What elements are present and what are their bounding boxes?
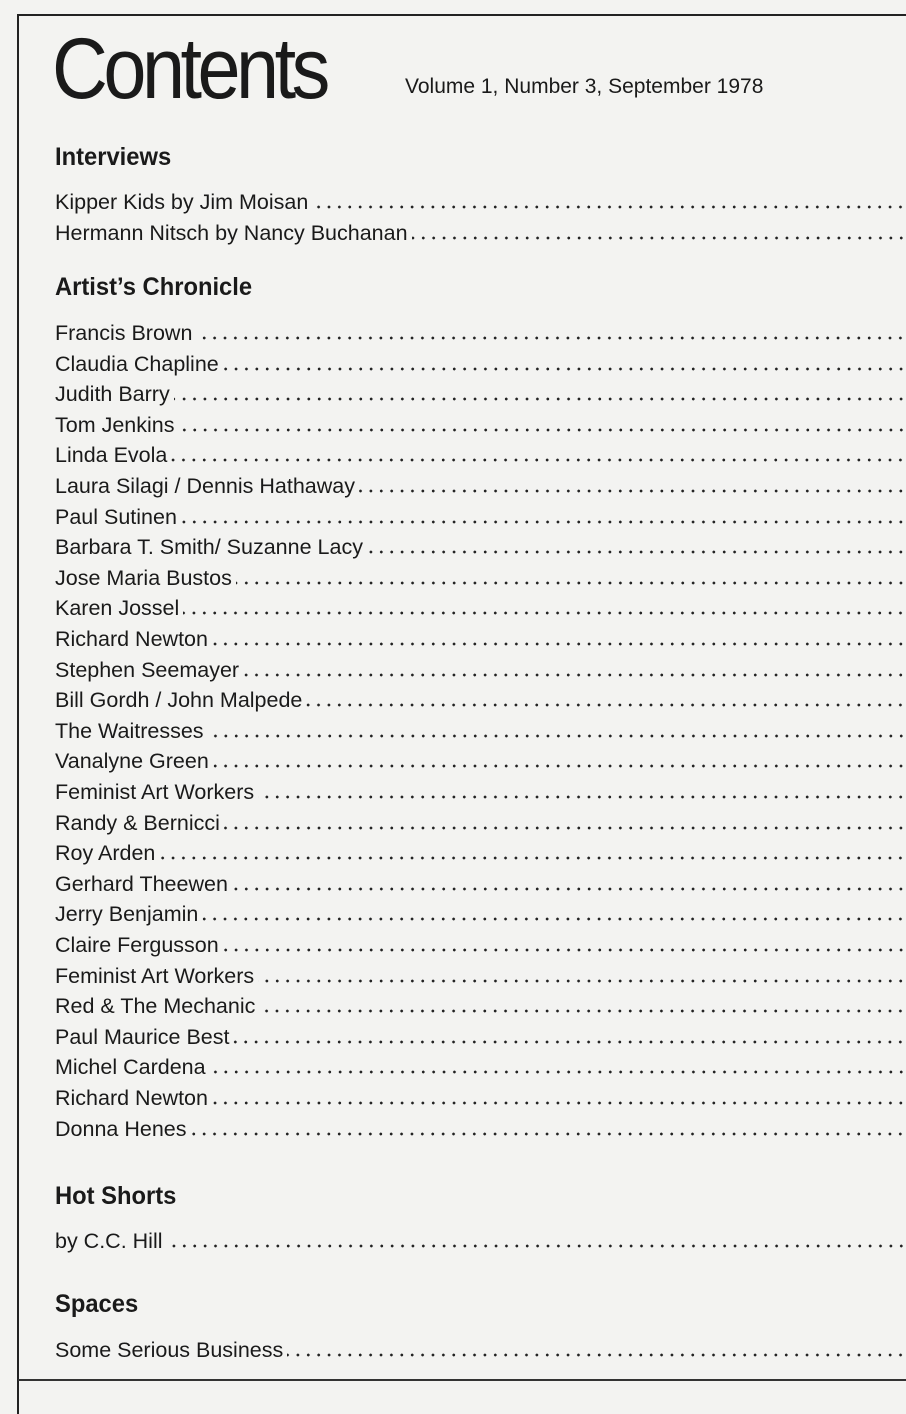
toc-entry: [55, 683, 906, 713]
dot-leader: [181, 519, 906, 525]
toc-entry-title: Paul Maurice Best: [55, 1024, 233, 1050]
toc-entry-title: Francis Brown: [55, 320, 196, 346]
toc-entry-title: by C.C. Hill: [55, 1228, 167, 1254]
dot-leader: [174, 396, 906, 402]
toc-entry-title: Red & The Mechanic: [55, 993, 259, 1019]
section-heading: Artist’s Chronicle: [55, 272, 252, 302]
toc-entry-title: Michel Cardena: [55, 1054, 210, 1080]
toc-entry: [55, 561, 906, 591]
toc-entry: [55, 185, 906, 215]
dot-leader: [171, 457, 906, 463]
dot-leader: [223, 366, 906, 372]
toc-entry: [55, 591, 906, 621]
dot-leader: [213, 763, 906, 769]
toc-entry: [55, 377, 906, 407]
toc-entry-title: Richard Newton: [55, 626, 212, 652]
section-heading: Hot Shorts: [55, 1181, 176, 1211]
toc-entry: [55, 500, 906, 530]
dot-leader: [223, 947, 906, 953]
toc-entry-title: Richard Newton: [55, 1085, 212, 1111]
toc-entry-title: Donna Henes: [55, 1116, 190, 1142]
toc-entry-title: Kipper Kids by Jim Moisan: [55, 189, 312, 215]
toc-entry-title: Gerhard Theewen: [55, 871, 232, 897]
toc-entry: [55, 714, 906, 744]
frame-top-rule: [18, 14, 906, 16]
toc-entry-title: Judith Barry: [55, 381, 174, 407]
toc-entry-title: Claudia Chapline: [55, 351, 223, 377]
dot-leader: [190, 1131, 906, 1137]
toc-entry-title: Feminist Art Workers: [55, 779, 258, 805]
dot-leader: [159, 855, 906, 861]
dot-leader: [233, 1039, 906, 1045]
section-heading: Interviews: [55, 142, 171, 172]
toc-entry: [55, 1050, 906, 1080]
toc-entry-title: Bill Gordh / John Malpede: [55, 687, 306, 713]
toc-entry: [55, 438, 906, 468]
section-heading: Spaces: [55, 1289, 138, 1319]
toc-entry: [55, 744, 906, 774]
toc-entry: [55, 1333, 906, 1363]
toc-entry: [55, 469, 906, 499]
toc-entry: [55, 530, 906, 560]
dot-leader: [208, 733, 906, 739]
toc-entry: [55, 347, 906, 377]
issue-info: Volume 1, Number 3, September 1978: [405, 74, 763, 100]
dot-leader: [224, 825, 906, 831]
dot-leader: [236, 580, 906, 586]
toc-entry-title: Roy Arden: [55, 840, 159, 866]
dot-leader: [359, 488, 906, 494]
toc-entry-title: Barbara T. Smith/ Suzanne Lacy: [55, 534, 367, 560]
toc-entry-title: Jerry Benjamin: [55, 901, 202, 927]
toc-entry-title: Paul Sutinen: [55, 504, 181, 530]
dot-leader: [183, 610, 906, 616]
toc-entry: [55, 216, 906, 246]
toc-entry: [55, 775, 906, 805]
toc-entry-title: Stephen Seemayer: [55, 657, 243, 683]
toc-entry-title: Vanalyne Green: [55, 748, 213, 774]
toc-entry-title: Linda Evola: [55, 442, 171, 468]
toc-entry: [55, 806, 906, 836]
frame-left-rule: [17, 14, 19, 1414]
toc-entry-title: Laura Silagi / Dennis Hathaway: [55, 473, 359, 499]
dot-leader: [259, 1008, 906, 1014]
dot-leader: [212, 641, 906, 647]
dot-leader: [210, 1069, 906, 1075]
page-title: Contents: [52, 24, 326, 114]
toc-entry: [55, 897, 906, 927]
dot-leader: [212, 1100, 906, 1106]
toc-entry: [55, 1112, 906, 1142]
toc-entry-title: Hermann Nitsch by Nancy Buchanan: [55, 220, 412, 246]
toc-entry-title: Feminist Art Workers: [55, 963, 258, 989]
dot-leader: [287, 1352, 906, 1358]
toc-entry-title: Some Serious Business: [55, 1337, 287, 1363]
dot-leader: [367, 549, 906, 555]
toc-entry: [55, 867, 906, 897]
dot-leader: [312, 204, 906, 210]
toc-entry: [55, 836, 906, 866]
dot-leader: [179, 427, 906, 433]
dot-leader: [167, 1243, 906, 1249]
dot-leader: [258, 794, 906, 800]
toc-entry-title: Randy & Bernicci: [55, 810, 224, 836]
dot-leader: [258, 978, 906, 984]
dot-leader: [232, 886, 906, 892]
toc-entry: [55, 408, 906, 438]
dot-leader: [202, 916, 906, 922]
frame-bottom-rule: [18, 1379, 906, 1381]
toc-entry: [55, 653, 906, 683]
dot-leader: [243, 672, 906, 678]
dot-leader: [412, 235, 906, 241]
toc-entry: [55, 989, 906, 1019]
toc-entry-title: Tom Jenkins: [55, 412, 179, 438]
toc-entry-title: Jose Maria Bustos: [55, 565, 236, 591]
toc-entry-title: Karen Jossel: [55, 595, 183, 621]
toc-entry: [55, 928, 906, 958]
toc-entry: [55, 1020, 906, 1050]
toc-entry: [55, 622, 906, 652]
dot-leader: [196, 335, 906, 341]
toc-entry: [55, 1224, 906, 1254]
toc-entry: [55, 316, 906, 346]
toc-entry: [55, 1081, 906, 1111]
dot-leader: [306, 702, 906, 708]
toc-entry-title: Claire Fergusson: [55, 932, 223, 958]
toc-entry: [55, 959, 906, 989]
toc-entry-title: The Waitresses: [55, 718, 208, 744]
